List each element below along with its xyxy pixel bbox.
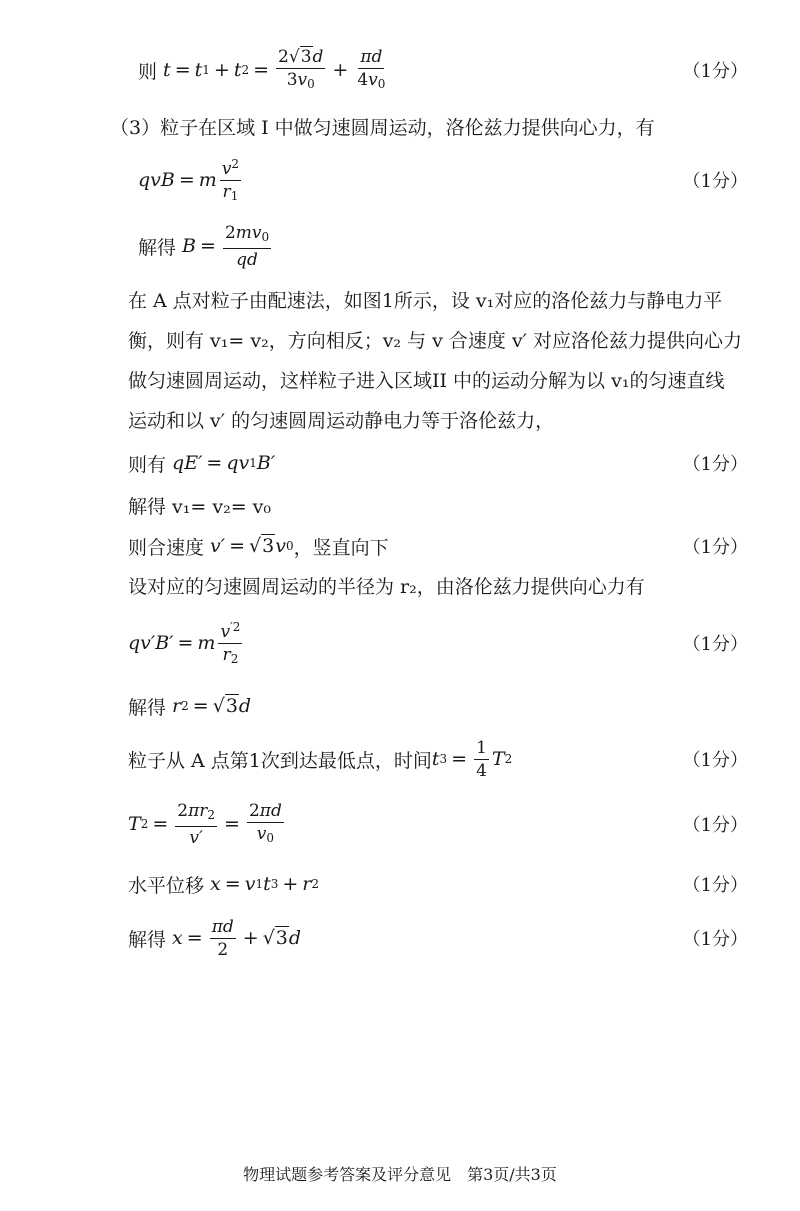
- score-label: （1分）: [682, 929, 748, 950]
- equation: 解得 r 2 = √3 d: [128, 678, 251, 734]
- score-label: （1分）: [682, 634, 748, 655]
- equation: qv′B′ = m $\frac{v^{'2}}{r_2}$: [128, 615, 245, 671]
- page-footer: 物理试题参考答案及评分意见 第3页/共3页: [243, 1165, 557, 1184]
- equation-line-radius: [0, 615, 800, 671]
- score-label: （1分）: [682, 454, 748, 475]
- score-label: （1分）: [682, 61, 748, 82]
- score-label: （1分）: [682, 750, 748, 771]
- equation: T 2 = $\frac{2\pi r_2}{v'}$ = $\frac{2\pi d}{v_0}$: [128, 800, 282, 848]
- section-3-intro: （3）粒子在区域 I 中做匀速圆周运动，洛伦兹力提供向心力，有: [110, 117, 655, 139]
- paragraph-line: 做匀速圆周运动，这样粒子进入区域II 中的运动分解为以 v₁的匀速直线: [128, 370, 725, 392]
- equation: 则 t = t 1 + t 2 = $\frac{2√3d}{3v_0}$ + $\frac{\pi d}{4v_0}$: [138, 46, 386, 91]
- equation-suffix: ，竖直向下: [293, 536, 389, 559]
- equation-line-lorentz: [0, 152, 800, 208]
- equation-line-resultant: [0, 518, 800, 574]
- score-label: （1分）: [682, 815, 748, 836]
- equation: 则有 qE′ = qv 1 B′: [128, 435, 275, 491]
- equation-line-balance: [0, 435, 800, 491]
- score-label: （1分）: [682, 171, 748, 192]
- equation-line-displacement: [0, 856, 800, 912]
- score-label: （1分）: [682, 875, 748, 896]
- equation-prefix: 解得: [128, 928, 167, 951]
- equation-prefix: 解得: [128, 696, 167, 719]
- equation: 则合速度 v′ = √3 v 0 ，竖直向下: [128, 518, 389, 574]
- paragraph-line: 运动和以 v′ 的匀速圆周运动静电力等于洛伦兹力，: [128, 410, 555, 432]
- equation-line-period: [0, 796, 800, 852]
- paragraph-line: 在 A 点对粒子由配速法，如图1所示，设 v₁对应的洛伦兹力与静电力平: [128, 290, 723, 312]
- equation-prefix: 粒子从 A 点第1次到达最低点，时间: [128, 749, 432, 772]
- equation-line-final: [0, 910, 800, 966]
- equation-line-t3: [0, 731, 800, 787]
- equation: 解得 B = $\frac{2mv_0}{qd}$: [138, 222, 270, 270]
- paragraph-line: 衡，则有 v₁= v₂，方向相反；v₂ 与 v 合速度 v′ 对应洛伦兹力提供向心力: [128, 330, 743, 352]
- equation-prefix: 解得: [138, 236, 177, 259]
- equation-line-time: [0, 42, 800, 98]
- result-line: 解得 v₁= v₂= v₀: [128, 496, 272, 518]
- equation-prefix: 水平位移: [128, 874, 205, 897]
- equation-line-b: [0, 218, 800, 274]
- equation: 粒子从 A 点第1次到达最低点，时间 t 3 = $\frac{1}{4}$ T 2: [128, 737, 513, 781]
- equation-prefix: 则: [138, 60, 158, 83]
- paragraph-line: 设对应的匀速圆周运动的半径为 r₂，由洛伦兹力提供向心力有: [128, 576, 645, 598]
- equation: 水平位移 x = v 1 t 3 + r 2: [128, 856, 319, 912]
- equation-prefix: 则有: [128, 453, 167, 476]
- equation: 解得 x = $\frac{\pi d}{2}$ + √3 d: [128, 916, 302, 960]
- equation-prefix: 则合速度: [128, 536, 205, 559]
- equation: qvB = m $\frac{v^2}{r_1}$: [138, 152, 244, 208]
- score-label: （1分）: [682, 537, 748, 558]
- equation-line-r2: [0, 678, 800, 734]
